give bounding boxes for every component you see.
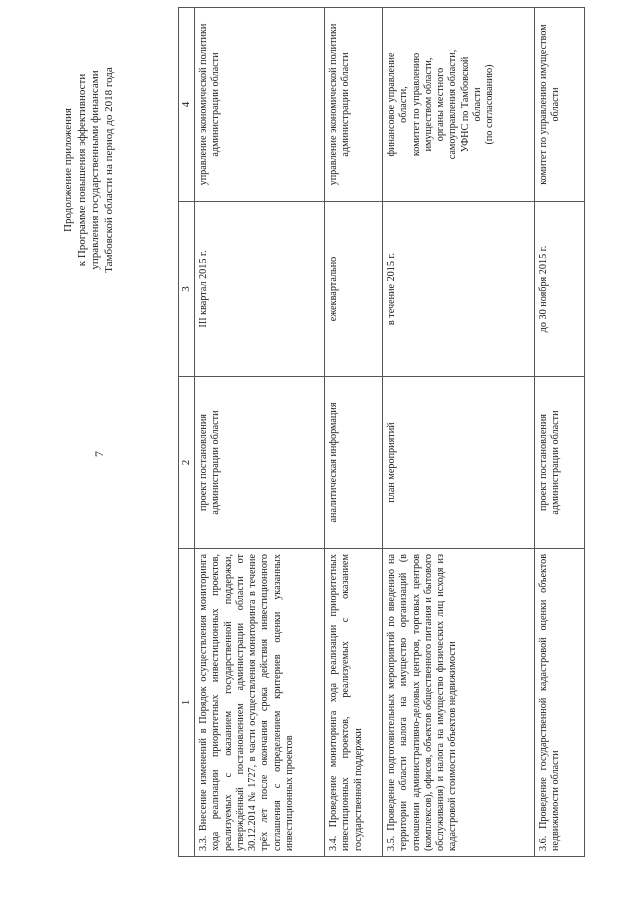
executor-cell: управление экономической политики администрации области <box>195 8 325 202</box>
executor-line: области, <box>398 86 410 123</box>
executor-line: органы местного <box>435 67 447 142</box>
result-cell: план мероприятий <box>383 377 535 549</box>
executor-line: финансовое управление <box>386 52 397 157</box>
header-line: к Программе повышения эффективности <box>75 73 88 267</box>
column-number: 2 <box>179 377 195 549</box>
executor-line: самоуправления области, <box>447 49 459 160</box>
executor-line: комитет по управлению <box>410 52 422 157</box>
table-row <box>535 8 585 857</box>
page-number: 7 <box>92 451 106 457</box>
column-number: 4 <box>179 8 195 202</box>
result-cell: аналитическая информация <box>325 377 383 549</box>
executor-line: области <box>472 87 484 122</box>
table-row <box>195 8 325 857</box>
executor-cell: управление экономической политики администрации области <box>325 8 383 202</box>
column-number-row <box>179 8 195 857</box>
measure-cell: 3.3. Внесение изменений в Порядок осуществления мониторинга хода реализации приоритетных инвестиционных проектов, реализуемых с оказанием государственной поддержки, утверждённый постановлением администрации области от 30.12.2014 № 1727, в части осуществления мониторинга в течение трёх лет после окончания срока действия инвестиционного соглашения с определением критериев оценки указанных инвестиционных проектов <box>195 549 325 857</box>
header-line: управления государственными финансами <box>89 70 101 270</box>
deadline-cell: ежеквартально <box>325 202 383 377</box>
table-row <box>325 8 383 857</box>
executor-line: имуществом области, <box>422 57 434 152</box>
result-cell: проект постановления администрации области <box>195 377 325 549</box>
header-line: Продолжение приложения <box>62 108 74 232</box>
executor-line: (по согласованию) <box>484 64 496 145</box>
column-number: 3 <box>179 202 195 377</box>
result-cell: проект постановления администрации области <box>535 377 585 549</box>
measure-cell: 3.6. Проведение государственной кадастровой оценки объектов недвижимости области <box>535 549 585 857</box>
measure-cell: 3.4. Проведение мониторинга хода реализации приоритетных инвестиционных проектов, реализуемых с оказанием государственной поддержки <box>325 549 383 857</box>
document-header <box>62 20 116 320</box>
measures-table <box>178 7 585 857</box>
header-line: Тамбовской области на период до 2018 года <box>102 67 115 273</box>
executor-cell: комитет по управлению имуществом области <box>535 8 585 202</box>
deadline-cell: III квартал 2015 г. <box>195 202 325 377</box>
table-row <box>383 8 535 857</box>
deadline-cell: до 30 ноября 2015 г. <box>535 202 585 377</box>
measure-cell: 3.5. Проведение подготовительных мероприятий по введению на территории области налога на имущество организаций (в отношении административно-деловых центров, торговых центров (комплексов), офисов, объектов общественного питания и бытового обслуживания) и налога на имущество физических лиц исходя из кадастровой стоимости объектов недвижимости <box>383 549 535 857</box>
executor-cell <box>383 8 535 202</box>
deadline-cell: в течение 2015 г. <box>383 202 535 377</box>
column-number: 1 <box>179 549 195 857</box>
executor-line: УФНС по Тамбовской <box>459 56 471 153</box>
